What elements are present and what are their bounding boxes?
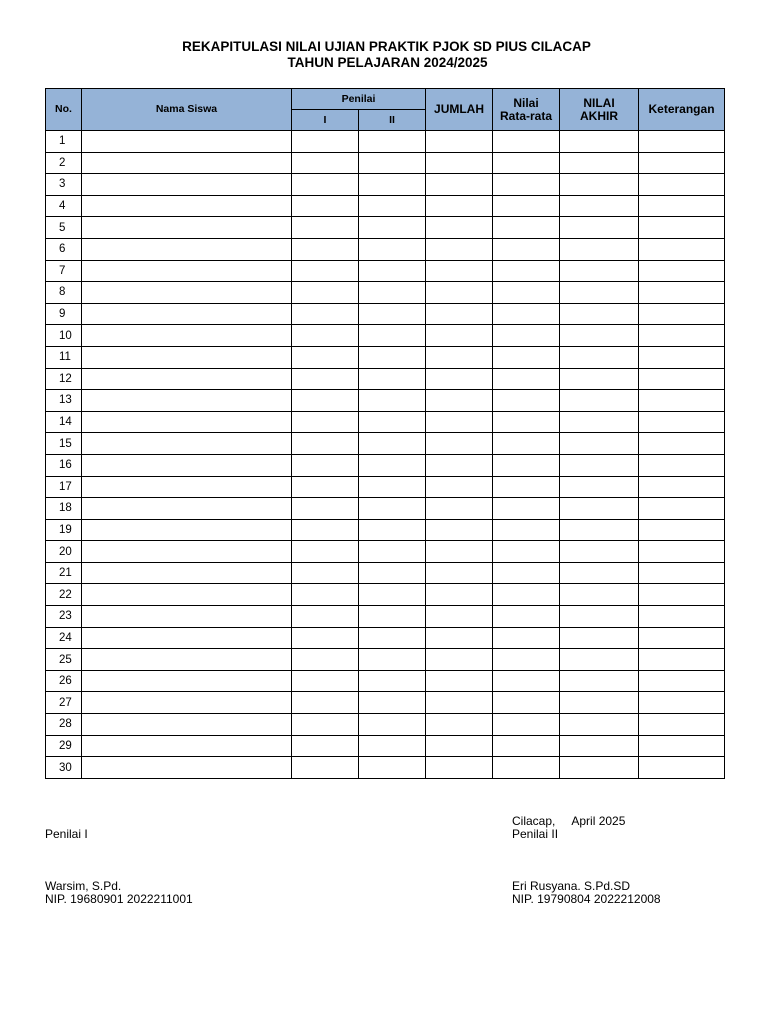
cell-nilai-akhir[interactable]: [560, 627, 639, 649]
header-nilai-akhir: [560, 89, 639, 131]
table-row: [46, 195, 725, 217]
cell-penilai-2[interactable]: [359, 627, 426, 649]
cell-nilai-akhir[interactable]: [560, 152, 639, 174]
cell-keterangan[interactable]: [639, 498, 725, 520]
cell-rata-rata[interactable]: [493, 498, 560, 520]
cell-jumlah[interactable]: [426, 303, 493, 325]
cell-nilai-akhir[interactable]: [560, 714, 639, 736]
cell-rata-rata[interactable]: [493, 346, 560, 368]
cell-keterangan[interactable]: [639, 411, 725, 433]
table-row: [46, 627, 725, 649]
title-line-2: TAHUN PELAJARAN 2024/2025: [287, 55, 488, 70]
table-row: [46, 735, 725, 757]
right-role: Penilai II: [512, 827, 559, 841]
cell-keterangan[interactable]: [639, 627, 725, 649]
cell-rata-rata[interactable]: [493, 606, 560, 628]
cell-jumlah[interactable]: [426, 131, 493, 153]
cell-nama-siswa[interactable]: [82, 692, 292, 714]
cell-nilai-akhir[interactable]: [560, 670, 639, 692]
cell-keterangan[interactable]: [639, 325, 725, 347]
row-number: 16: [46, 454, 82, 476]
cell-penilai-2[interactable]: [359, 346, 426, 368]
cell-penilai-2[interactable]: [359, 390, 426, 412]
cell-nilai-akhir[interactable]: [560, 541, 639, 563]
cell-jumlah[interactable]: [426, 498, 493, 520]
row-number: 24: [46, 627, 82, 649]
cell-keterangan[interactable]: [639, 562, 725, 584]
row-number: 9: [46, 303, 82, 325]
cell-penilai-2[interactable]: [359, 260, 426, 282]
cell-keterangan[interactable]: [639, 433, 725, 455]
cell-nilai-akhir[interactable]: [560, 606, 639, 628]
cell-nama-siswa[interactable]: [82, 649, 292, 671]
cell-penilai-1[interactable]: [292, 325, 359, 347]
cell-penilai-1[interactable]: [292, 368, 359, 390]
cell-keterangan[interactable]: [639, 606, 725, 628]
header-nama-siswa: Nama Siswa: [82, 89, 292, 131]
cell-jumlah[interactable]: [426, 649, 493, 671]
cell-penilai-2[interactable]: [359, 238, 426, 260]
table-row: [46, 174, 725, 196]
cell-rata-rata[interactable]: [493, 584, 560, 606]
cell-jumlah[interactable]: [426, 562, 493, 584]
cell-jumlah[interactable]: [426, 584, 493, 606]
cell-nama-siswa[interactable]: [82, 390, 292, 412]
table-row: [46, 541, 725, 563]
cell-keterangan[interactable]: [639, 368, 725, 390]
cell-jumlah[interactable]: [426, 714, 493, 736]
cell-nilai-akhir[interactable]: [560, 238, 639, 260]
cell-rata-rata[interactable]: [493, 757, 560, 779]
header-jumlah: JUMLAH: [426, 89, 493, 131]
header-rata-line1: Nilai: [513, 95, 539, 110]
cell-penilai-1[interactable]: [292, 238, 359, 260]
cell-rata-rata[interactable]: [493, 454, 560, 476]
table-row: [46, 411, 725, 433]
cell-rata-rata[interactable]: [493, 238, 560, 260]
cell-nilai-akhir[interactable]: [560, 325, 639, 347]
cell-penilai-1[interactable]: [292, 433, 359, 455]
cell-penilai-1[interactable]: [292, 390, 359, 412]
cell-rata-rata[interactable]: [493, 714, 560, 736]
cell-keterangan[interactable]: [639, 303, 725, 325]
cell-nama-siswa[interactable]: [82, 282, 292, 304]
cell-nilai-akhir[interactable]: [560, 411, 639, 433]
row-number: 13: [46, 390, 82, 412]
cell-penilai-2[interactable]: [359, 498, 426, 520]
cell-rata-rata[interactable]: [493, 217, 560, 239]
cell-nama-siswa[interactable]: [82, 411, 292, 433]
cell-nilai-akhir[interactable]: [560, 498, 639, 520]
cell-rata-rata[interactable]: [493, 649, 560, 671]
cell-jumlah[interactable]: [426, 454, 493, 476]
cell-penilai-2[interactable]: [359, 584, 426, 606]
cell-jumlah[interactable]: [426, 260, 493, 282]
row-number: 7: [46, 260, 82, 282]
cell-jumlah[interactable]: [426, 606, 493, 628]
cell-penilai-1[interactable]: [292, 757, 359, 779]
table-row: [46, 152, 725, 174]
cell-penilai-1[interactable]: [292, 174, 359, 196]
cell-nilai-akhir[interactable]: [560, 649, 639, 671]
row-number: 11: [46, 346, 82, 368]
date-month-year: April 2025: [571, 814, 626, 828]
cell-jumlah[interactable]: [426, 390, 493, 412]
cell-nama-siswa[interactable]: [82, 627, 292, 649]
cell-penilai-2[interactable]: [359, 217, 426, 239]
cell-rata-rata[interactable]: [493, 260, 560, 282]
cell-rata-rata[interactable]: [493, 476, 560, 498]
table-row: [46, 433, 725, 455]
cell-penilai-1[interactable]: [292, 282, 359, 304]
right-name: Eri Rusyana. S.Pd.SD: [512, 879, 631, 893]
cell-penilai-2[interactable]: [359, 692, 426, 714]
cell-jumlah[interactable]: [426, 238, 493, 260]
table-row: [46, 346, 725, 368]
table-row: [46, 454, 725, 476]
header-rata-line2: Rata-rata: [500, 108, 553, 123]
table-row: [46, 584, 725, 606]
cell-rata-rata[interactable]: [493, 390, 560, 412]
cell-nama-siswa[interactable]: [82, 152, 292, 174]
row-number: 17: [46, 476, 82, 498]
cell-rata-rata[interactable]: [493, 411, 560, 433]
row-number: 27: [46, 692, 82, 714]
row-number: 3: [46, 174, 82, 196]
cell-penilai-2[interactable]: [359, 303, 426, 325]
cell-penilai-2[interactable]: [359, 174, 426, 196]
cell-nama-siswa[interactable]: [82, 757, 292, 779]
header-nilai-rata-rata: [493, 89, 560, 131]
cell-nama-siswa[interactable]: [82, 584, 292, 606]
cell-nilai-akhir[interactable]: [560, 390, 639, 412]
cell-nama-siswa[interactable]: [82, 454, 292, 476]
cell-keterangan[interactable]: [639, 282, 725, 304]
cell-rata-rata[interactable]: [493, 692, 560, 714]
cell-nama-siswa[interactable]: [82, 562, 292, 584]
cell-nama-siswa[interactable]: [82, 735, 292, 757]
cell-penilai-2[interactable]: [359, 735, 426, 757]
table-row: [46, 692, 725, 714]
cell-jumlah[interactable]: [426, 670, 493, 692]
cell-penilai-2[interactable]: [359, 454, 426, 476]
cell-rata-rata[interactable]: [493, 131, 560, 153]
cell-penilai-1[interactable]: [292, 217, 359, 239]
cell-jumlah[interactable]: [426, 757, 493, 779]
cell-nilai-akhir[interactable]: [560, 368, 639, 390]
cell-penilai-1[interactable]: [292, 411, 359, 433]
cell-jumlah[interactable]: [426, 411, 493, 433]
cell-keterangan[interactable]: [639, 260, 725, 282]
cell-rata-rata[interactable]: [493, 152, 560, 174]
cell-penilai-2[interactable]: [359, 649, 426, 671]
cell-nilai-akhir[interactable]: [560, 346, 639, 368]
cell-rata-rata[interactable]: [493, 303, 560, 325]
cell-penilai-1[interactable]: [292, 649, 359, 671]
cell-nama-siswa[interactable]: [82, 606, 292, 628]
row-number: 18: [46, 498, 82, 520]
row-number: 19: [46, 519, 82, 541]
cell-rata-rata[interactable]: [493, 735, 560, 757]
table-row: [46, 368, 725, 390]
left-role: Penilai I: [45, 827, 88, 841]
cell-jumlah[interactable]: [426, 217, 493, 239]
cell-rata-rata[interactable]: [493, 195, 560, 217]
cell-penilai-1[interactable]: [292, 152, 359, 174]
cell-keterangan[interactable]: [639, 670, 725, 692]
cell-jumlah[interactable]: [426, 476, 493, 498]
row-number: 22: [46, 584, 82, 606]
cell-nilai-akhir[interactable]: [560, 519, 639, 541]
table-row: [46, 670, 725, 692]
cell-penilai-1[interactable]: [292, 606, 359, 628]
cell-jumlah[interactable]: [426, 433, 493, 455]
cell-keterangan[interactable]: [639, 454, 725, 476]
row-number: 5: [46, 217, 82, 239]
cell-penilai-1[interactable]: [292, 454, 359, 476]
right-nip: NIP. 19790804 2022212008: [512, 892, 661, 906]
cell-keterangan[interactable]: [639, 217, 725, 239]
cell-rata-rata[interactable]: [493, 325, 560, 347]
cell-jumlah[interactable]: [426, 692, 493, 714]
cell-penilai-1[interactable]: [292, 260, 359, 282]
cell-jumlah[interactable]: [426, 519, 493, 541]
signature-left: [45, 828, 193, 906]
cell-penilai-2[interactable]: [359, 714, 426, 736]
row-number: 12: [46, 368, 82, 390]
cell-nama-siswa[interactable]: [82, 498, 292, 520]
table-row: [46, 390, 725, 412]
cell-penilai-2[interactable]: [359, 411, 426, 433]
table-row: [46, 217, 725, 239]
cell-keterangan[interactable]: [639, 346, 725, 368]
cell-rata-rata[interactable]: [493, 368, 560, 390]
table-row: [46, 238, 725, 260]
cell-penilai-2[interactable]: [359, 519, 426, 541]
cell-keterangan[interactable]: [639, 735, 725, 757]
cell-keterangan[interactable]: [639, 584, 725, 606]
cell-jumlah[interactable]: [426, 368, 493, 390]
cell-nilai-akhir[interactable]: [560, 757, 639, 779]
table-row: [46, 325, 725, 347]
cell-nama-siswa[interactable]: [82, 238, 292, 260]
header-penilai: Penilai: [292, 89, 426, 110]
cell-jumlah[interactable]: [426, 346, 493, 368]
cell-penilai-1[interactable]: [292, 131, 359, 153]
cell-jumlah[interactable]: [426, 325, 493, 347]
cell-rata-rata[interactable]: [493, 670, 560, 692]
header-akhir-line2: AKHIR: [580, 108, 619, 123]
cell-nama-siswa[interactable]: [82, 325, 292, 347]
cell-penilai-1[interactable]: [292, 627, 359, 649]
cell-jumlah[interactable]: [426, 735, 493, 757]
cell-keterangan[interactable]: [639, 195, 725, 217]
header-keterangan: Keterangan: [639, 89, 725, 131]
cell-nama-siswa[interactable]: [82, 670, 292, 692]
row-number: 23: [46, 606, 82, 628]
document-title: [0, 39, 768, 71]
date-place: Cilacap,: [512, 814, 556, 828]
cell-nama-siswa[interactable]: [82, 260, 292, 282]
cell-keterangan[interactable]: [639, 519, 725, 541]
cell-rata-rata[interactable]: [493, 627, 560, 649]
table-row: [46, 606, 725, 628]
cell-penilai-1[interactable]: [292, 541, 359, 563]
cell-penilai-2[interactable]: [359, 282, 426, 304]
table-row: [46, 562, 725, 584]
row-number: 14: [46, 411, 82, 433]
cell-nilai-akhir[interactable]: [560, 174, 639, 196]
left-name: Warsim, S.Pd.: [45, 879, 122, 893]
cell-penilai-2[interactable]: [359, 152, 426, 174]
cell-nilai-akhir[interactable]: [560, 260, 639, 282]
cell-nilai-akhir[interactable]: [560, 303, 639, 325]
table-row: [46, 260, 725, 282]
cell-keterangan[interactable]: [639, 649, 725, 671]
cell-rata-rata[interactable]: [493, 562, 560, 584]
cell-penilai-1[interactable]: [292, 562, 359, 584]
cell-nama-siswa[interactable]: [82, 433, 292, 455]
cell-keterangan[interactable]: [639, 692, 725, 714]
cell-nama-siswa[interactable]: [82, 303, 292, 325]
row-number: 4: [46, 195, 82, 217]
cell-nilai-akhir[interactable]: [560, 692, 639, 714]
cell-jumlah[interactable]: [426, 152, 493, 174]
header-no: No.: [46, 89, 82, 131]
signature-right: [512, 815, 661, 906]
cell-penilai-2[interactable]: [359, 368, 426, 390]
cell-nama-siswa[interactable]: [82, 346, 292, 368]
header-akhir-line1: NILAI: [583, 95, 615, 110]
cell-keterangan[interactable]: [639, 757, 725, 779]
cell-nilai-akhir[interactable]: [560, 584, 639, 606]
row-number: 30: [46, 757, 82, 779]
table-row: [46, 282, 725, 304]
table-row: [46, 757, 725, 779]
cell-nama-siswa[interactable]: [82, 368, 292, 390]
cell-nilai-akhir[interactable]: [560, 476, 639, 498]
cell-keterangan[interactable]: [639, 174, 725, 196]
table-row: [46, 303, 725, 325]
cell-nilai-akhir[interactable]: [560, 454, 639, 476]
cell-penilai-2[interactable]: [359, 131, 426, 153]
cell-nama-siswa[interactable]: [82, 195, 292, 217]
cell-nama-siswa[interactable]: [82, 476, 292, 498]
row-number: 28: [46, 714, 82, 736]
cell-nilai-akhir[interactable]: [560, 282, 639, 304]
table-row: [46, 714, 725, 736]
cell-penilai-1[interactable]: [292, 735, 359, 757]
cell-jumlah[interactable]: [426, 627, 493, 649]
table-row: [46, 131, 725, 153]
table-row: [46, 498, 725, 520]
grades-table: [45, 88, 725, 779]
cell-keterangan[interactable]: [639, 714, 725, 736]
cell-rata-rata[interactable]: [493, 282, 560, 304]
cell-penilai-1[interactable]: [292, 670, 359, 692]
table-row: [46, 519, 725, 541]
cell-nama-siswa[interactable]: [82, 519, 292, 541]
cell-penilai-1[interactable]: [292, 714, 359, 736]
cell-penilai-1[interactable]: [292, 476, 359, 498]
table-body: [46, 131, 725, 779]
row-number: 29: [46, 735, 82, 757]
header-penilai-2: II: [359, 110, 426, 131]
table-row: [46, 476, 725, 498]
cell-penilai-2[interactable]: [359, 757, 426, 779]
cell-penilai-1[interactable]: [292, 692, 359, 714]
cell-rata-rata[interactable]: [493, 519, 560, 541]
cell-nilai-akhir[interactable]: [560, 562, 639, 584]
cell-keterangan[interactable]: [639, 476, 725, 498]
cell-nama-siswa[interactable]: [82, 541, 292, 563]
cell-penilai-1[interactable]: [292, 303, 359, 325]
cell-jumlah[interactable]: [426, 174, 493, 196]
cell-nama-siswa[interactable]: [82, 714, 292, 736]
cell-keterangan[interactable]: [639, 238, 725, 260]
left-nip: NIP. 19680901 2022211001: [45, 892, 193, 906]
row-number: 20: [46, 541, 82, 563]
row-number: 25: [46, 649, 82, 671]
row-number: 26: [46, 670, 82, 692]
cell-nama-siswa[interactable]: [82, 131, 292, 153]
row-number: 10: [46, 325, 82, 347]
cell-nilai-akhir[interactable]: [560, 217, 639, 239]
table-row: [46, 649, 725, 671]
cell-rata-rata[interactable]: [493, 174, 560, 196]
cell-jumlah[interactable]: [426, 282, 493, 304]
row-number: 1: [46, 131, 82, 153]
cell-rata-rata[interactable]: [493, 541, 560, 563]
cell-penilai-1[interactable]: [292, 498, 359, 520]
row-number: 6: [46, 238, 82, 260]
cell-nama-siswa[interactable]: [82, 217, 292, 239]
cell-nilai-akhir[interactable]: [560, 131, 639, 153]
cell-penilai-1[interactable]: [292, 346, 359, 368]
row-number: 21: [46, 562, 82, 584]
title-line-1: REKAPITULASI NILAI UJIAN PRAKTIK PJOK SD PIUS CILACAP: [182, 39, 591, 54]
cell-nama-siswa[interactable]: [82, 174, 292, 196]
cell-keterangan[interactable]: [639, 541, 725, 563]
cell-jumlah[interactable]: [426, 541, 493, 563]
row-number: 2: [46, 152, 82, 174]
cell-penilai-2[interactable]: [359, 606, 426, 628]
cell-penilai-1[interactable]: [292, 584, 359, 606]
row-number: 15: [46, 433, 82, 455]
cell-penilai-2[interactable]: [359, 541, 426, 563]
cell-penilai-2[interactable]: [359, 195, 426, 217]
cell-jumlah[interactable]: [426, 195, 493, 217]
cell-nilai-akhir[interactable]: [560, 735, 639, 757]
row-number: 8: [46, 282, 82, 304]
cell-penilai-2[interactable]: [359, 476, 426, 498]
cell-keterangan[interactable]: [639, 131, 725, 153]
cell-keterangan[interactable]: [639, 152, 725, 174]
cell-keterangan[interactable]: [639, 390, 725, 412]
cell-nilai-akhir[interactable]: [560, 195, 639, 217]
cell-penilai-2[interactable]: [359, 325, 426, 347]
header-penilai-1: I: [292, 110, 359, 131]
cell-penilai-1[interactable]: [292, 519, 359, 541]
cell-penilai-2[interactable]: [359, 670, 426, 692]
cell-penilai-2[interactable]: [359, 433, 426, 455]
cell-nilai-akhir[interactable]: [560, 433, 639, 455]
cell-penilai-2[interactable]: [359, 562, 426, 584]
cell-penilai-1[interactable]: [292, 195, 359, 217]
cell-rata-rata[interactable]: [493, 433, 560, 455]
